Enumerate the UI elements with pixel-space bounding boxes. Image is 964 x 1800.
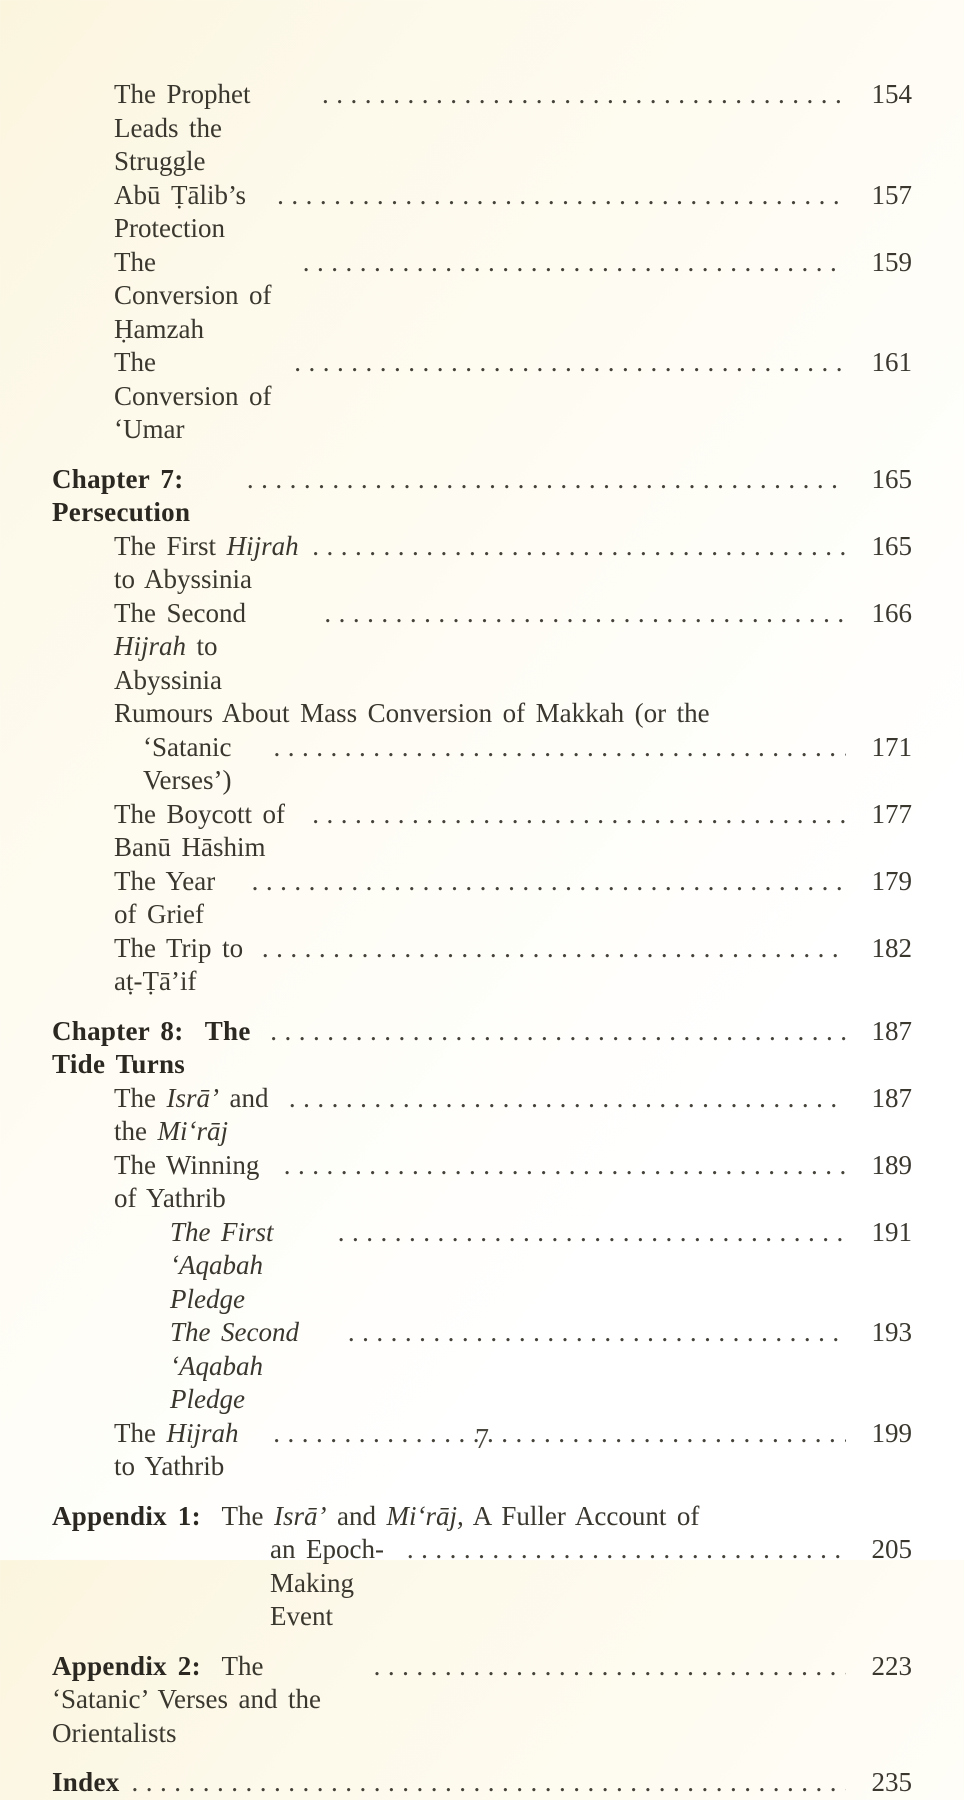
toc-entry-page: 189 (871, 1149, 912, 1180)
dot-leader (407, 1533, 846, 1567)
toc-entry-page: 187 (871, 1015, 912, 1046)
toc-entry (52, 597, 912, 698)
toc-entry-page: 235 (871, 1767, 912, 1797)
toc-entry-title (52, 1500, 699, 1534)
toc-entry (52, 530, 912, 597)
toc-entry (52, 1500, 912, 1534)
toc-entry (52, 179, 912, 246)
toc-entry-page: 165 (871, 530, 912, 561)
toc-entry (52, 346, 912, 447)
toc-title-part: A Fuller Account of (463, 1500, 700, 1531)
toc-entry (52, 1766, 912, 1800)
dot-leader (273, 731, 846, 765)
toc-title-part: Appendix 1: (52, 1500, 201, 1531)
toc-title-part: to Yathrib (114, 1417, 250, 1481)
toc-entry-title (52, 463, 235, 530)
toc-title-part: The Prophet Leads the Struggle (114, 79, 262, 176)
toc-title-part: Hijrah (226, 530, 299, 561)
dot-leader (324, 597, 846, 631)
toc-title-part: The (114, 1082, 167, 1113)
dot-leader (312, 798, 846, 832)
toc-title-part: and (326, 1500, 387, 1531)
dot-leader (247, 463, 846, 497)
toc-title-part: The (200, 1500, 274, 1531)
dot-leader (338, 1216, 846, 1250)
toc-entry-page: 187 (871, 1082, 912, 1113)
toc-title-part: Appendix 2: (52, 1650, 201, 1681)
toc-entry-page: 157 (871, 179, 912, 210)
dot-leader (132, 1766, 846, 1800)
toc-entry-page: 199 (871, 1417, 912, 1448)
toc-title-part: Mi‘rāj (157, 1116, 229, 1146)
dot-leader (252, 865, 846, 899)
toc-title-part: The (114, 1417, 167, 1448)
toc-title-part: and the (114, 1082, 280, 1146)
toc-entry-title (52, 1650, 362, 1751)
dot-leader (289, 1082, 846, 1116)
toc-title-part: The Boycott of Banū Hāshim (114, 798, 296, 862)
dot-leader (312, 530, 846, 564)
toc-title-part: to Abyssinia (114, 530, 310, 594)
dot-leader (374, 1650, 846, 1684)
toc-entry (52, 463, 912, 530)
toc-entry-page: 154 (871, 79, 912, 109)
toc-entry-title (114, 865, 240, 932)
toc-entry-title (114, 346, 282, 447)
toc-entry-title (270, 1533, 395, 1634)
toc-entry (52, 932, 912, 999)
toc-entry-page: 171 (871, 731, 912, 762)
toc-entry-title (114, 798, 300, 865)
toc-title-part: Abū Ṭālib’s Protection (114, 179, 257, 243)
toc-title-part: Isrā’ (166, 1082, 220, 1113)
footer-page-number: 7 (475, 1424, 489, 1455)
toc-entry-page: 182 (871, 932, 912, 963)
dot-leader (348, 1316, 846, 1350)
toc-entry-title (114, 1149, 272, 1216)
toc-entry-page: 223 (871, 1650, 912, 1681)
toc-title-part: The Winning of Yathrib (114, 1149, 270, 1213)
dot-leader (284, 1149, 846, 1183)
toc-title-part: Mi‘rāj, (386, 1500, 464, 1531)
toc-entry (52, 798, 912, 865)
toc-entry (52, 1216, 912, 1317)
toc-entry-title (114, 179, 265, 246)
dot-leader (303, 246, 846, 280)
toc-entry-page: 161 (871, 347, 912, 377)
dot-leader (262, 932, 846, 966)
toc-entry-page: 165 (871, 463, 912, 494)
toc-title-part: Rumours About Mass Conversion of Makkah (or the (114, 698, 710, 728)
toc-title-part: The Second ‘Aqabah Pledge (170, 1317, 310, 1414)
toc-title-part: The ‘Satanic’ Verses and the Orientalists (52, 1650, 332, 1748)
toc-entry (52, 246, 912, 347)
toc-entry-title (114, 246, 291, 347)
dot-leader (277, 179, 846, 213)
toc-entry-title (143, 731, 261, 798)
toc-title-part: to Abyssinia (114, 631, 227, 695)
toc-title-part: Hijrah (166, 1417, 239, 1448)
toc-title-part: The Second (114, 597, 257, 628)
toc-entry-title (114, 530, 310, 597)
toc-entry-title (114, 78, 310, 179)
toc-title-part: The Conversion of Ḥamzah (114, 246, 283, 344)
toc-entry (52, 1149, 912, 1216)
toc-entry (52, 1082, 912, 1149)
toc-entry-title (170, 1316, 336, 1417)
toc-entry-page: 179 (871, 865, 912, 896)
toc-entry (52, 1650, 912, 1751)
toc-title-part: Chapter 7: Persecution (52, 463, 206, 527)
toc-title-part: Index (52, 1767, 120, 1797)
toc-entry (52, 1316, 912, 1417)
toc-title-part: The First (114, 530, 227, 561)
toc-entry-title (114, 932, 254, 999)
dot-leader (322, 78, 846, 112)
toc-entry-page: 166 (871, 597, 912, 628)
toc-entry (52, 1015, 912, 1082)
toc-title-part: an Epoch-Making Event (270, 1534, 384, 1631)
toc-entry-page: 177 (871, 798, 912, 829)
toc-entry-title (170, 1216, 326, 1317)
toc-title-part: The Trip to aṭ-Ṭā’if (114, 932, 254, 996)
toc-title-part: Isrā’ (273, 1500, 327, 1531)
toc-entry (52, 78, 912, 179)
toc-entry (52, 731, 912, 798)
toc-title-part: The First ‘Aqabah Pledge (170, 1216, 285, 1314)
toc-entry (52, 1533, 912, 1634)
dot-leader (270, 1015, 846, 1049)
toc-entry-title (52, 1766, 120, 1800)
toc-entry (52, 865, 912, 932)
toc-title-part: The Year of Grief (114, 865, 226, 929)
toc-entry-title (114, 597, 312, 698)
toc-entry-title (114, 697, 710, 731)
toc-entry-title (52, 1015, 261, 1082)
dot-leader (294, 346, 846, 380)
toc-entry-page: 191 (871, 1216, 912, 1247)
toc-entry-page: 205 (871, 1534, 912, 1564)
toc-entry (52, 697, 912, 731)
toc-title-part: Chapter 8: The Tide Turns (52, 1015, 261, 1079)
toc-title-part: Hijrah (114, 631, 187, 661)
toc-entry-page: 193 (871, 1317, 912, 1347)
toc-entry-title (114, 1082, 280, 1149)
toc-entry-page: 159 (871, 246, 912, 277)
toc-title-part: ‘Satanic Verses’) (143, 731, 253, 795)
toc-title-part: The Conversion of ‘Umar (114, 347, 283, 444)
